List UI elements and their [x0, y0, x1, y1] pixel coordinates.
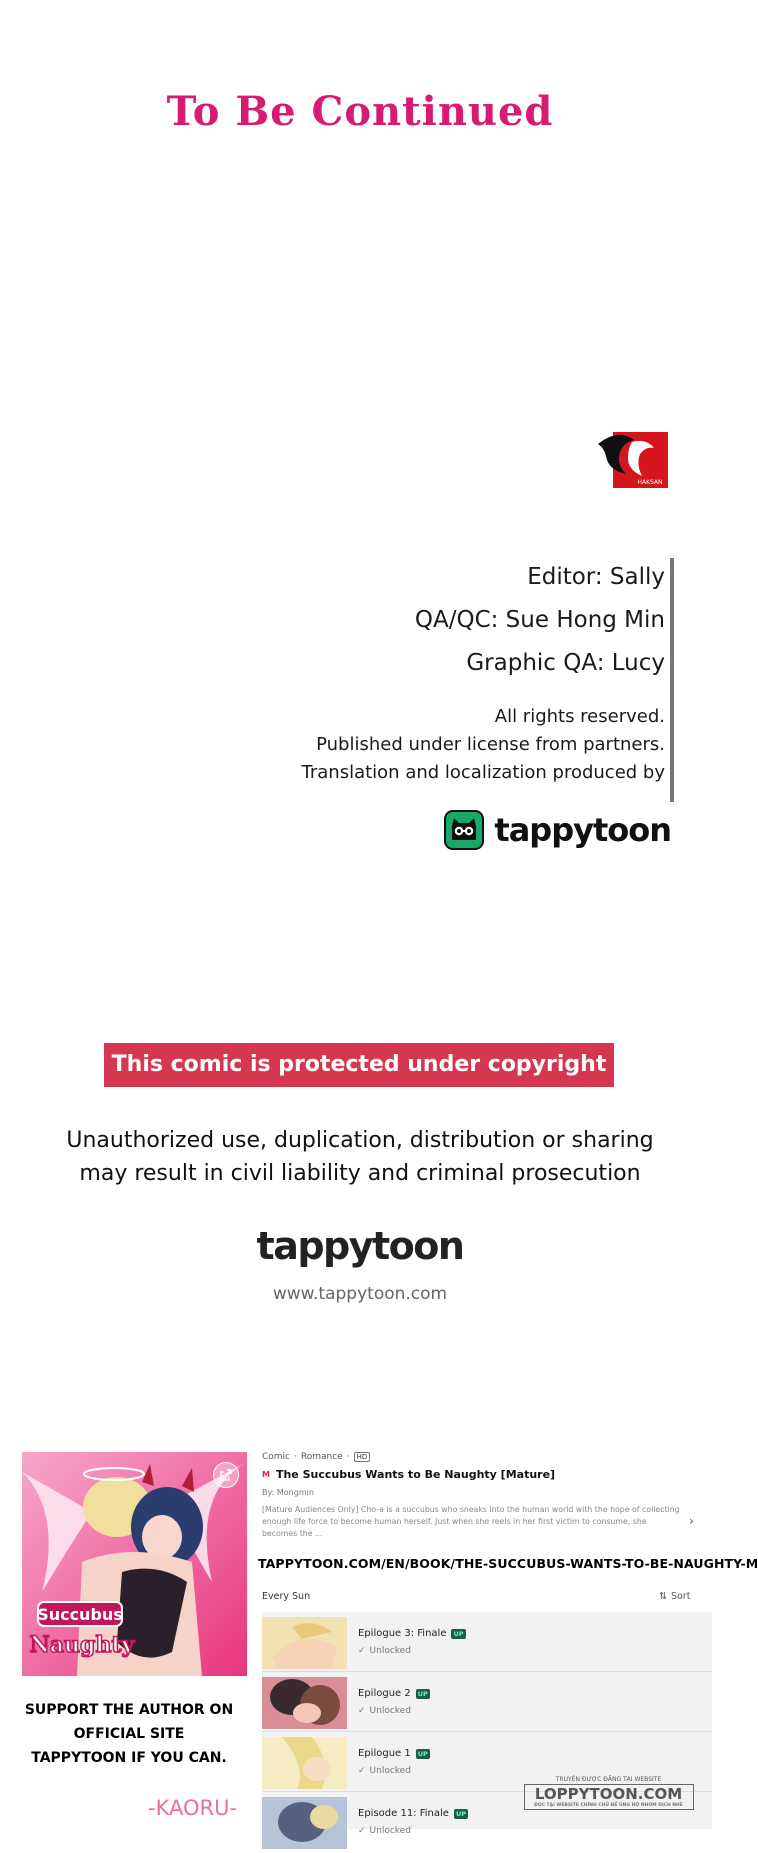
license-text: Published under license from partners.: [316, 734, 665, 755]
unlocked-check-icon: ✓: [358, 1706, 366, 1716]
sort-label: Sort: [670, 1591, 691, 1602]
tappytoon-brand: [444, 810, 671, 850]
sort-icon: ⇅: [659, 1591, 667, 1602]
support-line-1: SUPPORT THE AUTHOR ON OFFICIAL SITE: [24, 1702, 234, 1742]
book-cover[interactable]: [22, 1452, 247, 1676]
book-title[interactable]: [262, 1468, 555, 1481]
unlocked-check-icon: ✓: [358, 1766, 366, 1776]
episode-title: Epilogue 3: Finale: [358, 1628, 447, 1639]
episode-status: Unlocked: [369, 1706, 411, 1716]
translator-signature: -KAORU-: [148, 1796, 238, 1820]
watermark-box: [524, 1784, 694, 1810]
book-url: TAPPYTOON.COM/EN/BOOK/THE-SUCCUBUS-WANTS-TO-BE-NAUGHTY-M: [258, 1556, 758, 1571]
unlocked-check-icon: ✓: [358, 1826, 366, 1836]
support-line-2: TAPPYTOON IF YOU CAN.: [31, 1750, 227, 1766]
episode-title: Episode 11: Finale: [358, 1808, 449, 1819]
tappytoon-cat-icon: [444, 810, 484, 850]
up-badge: UP: [453, 1629, 464, 1638]
episode-thumbnail: [262, 1737, 347, 1789]
credit-qa: QA/QC: Sue Hong Min: [414, 607, 665, 633]
episode-title: Epilogue 1: [358, 1748, 411, 1759]
up-badge: UP: [417, 1689, 428, 1698]
hd-badge: HD: [354, 1452, 371, 1462]
copyright-warning: [0, 1124, 720, 1190]
up-badge: UP: [417, 1749, 428, 1758]
tappytoon-site-link[interactable]: www.tappytoon.com: [272, 1284, 448, 1304]
meta-comic: Comic: [262, 1452, 291, 1462]
loppytoon-watermark: [521, 1776, 696, 1816]
episode-thumbnail: [262, 1617, 347, 1669]
mature-badge: M: [262, 1470, 270, 1479]
unlocked-check-icon: ✓: [358, 1646, 366, 1656]
warning-line-1: Unauthorized use, duplication, distribution or sharing: [66, 1128, 654, 1153]
meta-dot-icon: ·: [346, 1452, 350, 1462]
episode-thumbnail: [262, 1677, 347, 1729]
credits-divider: [670, 558, 674, 802]
meta-dot-icon: ·: [294, 1452, 297, 1462]
watermark-name: LOPPYTOON.COM: [534, 1785, 683, 1803]
book-description[interactable]: [Mature Audiences Only] Cho-a is a succubus who sneaks into the human world with the hope of collecting enough life force to become human herself. Just when she reels in her first victim to consume, she becomes the ...: [262, 1505, 680, 1538]
haksan-logo-text: HAKSAN: [637, 479, 663, 486]
tappytoon-wordmark: tappytoon: [494, 811, 671, 849]
copyright-banner: This comic is protected under copyright law: [104, 1043, 614, 1087]
credit-editor: Editor: Sally: [527, 564, 665, 590]
watermark-sub-text: ĐỌC TẠI WEBSITE CHÍNH CHỦ ĐỂ ỦNG HỘ NHÓM DỊCH NHÉ: [534, 1803, 683, 1808]
cover-title-line-1: Succubus: [37, 1605, 123, 1624]
episode-title: Epilogue 2: [358, 1688, 411, 1699]
episode-row[interactable]: [262, 1612, 712, 1672]
episode-thumbnail: [262, 1797, 347, 1849]
haksan-logo: [596, 430, 670, 490]
release-schedule: Every Sun: [262, 1591, 311, 1602]
support-author-note: [0, 1698, 258, 1770]
credit-graphic-qa: Graphic QA: Lucy: [466, 650, 665, 676]
episode-status: Unlocked: [369, 1646, 411, 1656]
episode-status: Unlocked: [369, 1826, 411, 1836]
meta-genre: Romance: [300, 1452, 343, 1462]
episode-status: Unlocked: [369, 1766, 411, 1776]
credits-block: [265, 556, 665, 787]
translation-text: Translation and localization produced by: [301, 762, 665, 783]
episode-row[interactable]: [262, 1672, 712, 1732]
book-meta: [262, 1452, 370, 1462]
cover-title-line-2: Naughty: [29, 1632, 135, 1658]
rights-text: All rights reserved.: [494, 706, 665, 727]
watermark-top-text: TRUYỆN ĐƯỢC ĐĂNG TẠI WEBSITE: [555, 1776, 662, 1783]
sort-button[interactable]: [659, 1591, 690, 1602]
share-icon[interactable]: [213, 1462, 239, 1488]
warning-line-2: may result in civil liability and criminal prosecution: [79, 1161, 641, 1186]
chevron-right-icon[interactable]: ›: [689, 1514, 694, 1528]
book-title-text: The Succubus Wants to Be Naughty [Mature]: [275, 1468, 556, 1481]
up-badge: UP: [455, 1809, 466, 1818]
to-be-continued-title: To Be Continued: [166, 88, 554, 135]
tappytoon-center-wordmark: tappytoon: [256, 1224, 464, 1268]
book-author: By: Mongmin: [262, 1488, 314, 1497]
